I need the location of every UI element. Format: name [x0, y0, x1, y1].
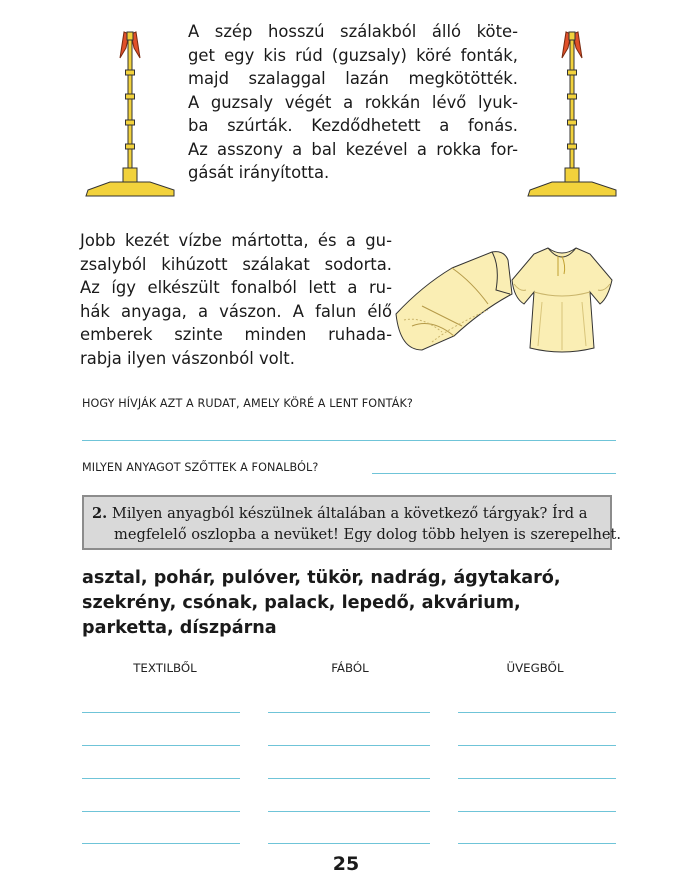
answer-line-glass-4[interactable] — [458, 811, 616, 812]
answer-line-glass-1[interactable] — [458, 712, 616, 713]
word-list — [82, 566, 561, 641]
intro-line: gását irányította. — [188, 163, 330, 182]
second-line: Jobb kezét vízbe mártotta, és a gu- — [80, 231, 392, 250]
word-list-line: szekrény, csónak, palack, lepedő, akvárium, — [82, 593, 521, 613]
question-2: MILYEN ANYAGOT SZŐTTEK A FONALBÓL? — [82, 461, 319, 474]
task-line-1 — [92, 503, 602, 524]
intro-line: majd szalaggal lazán megkötötték. — [188, 69, 518, 88]
answer-line-textile-4[interactable] — [82, 811, 240, 812]
answer-line-textile-5[interactable] — [82, 843, 240, 844]
answer-line-textile-1[interactable] — [82, 712, 240, 713]
intro-paragraph — [188, 20, 518, 185]
column-header-glass: ÜVEGBŐL — [506, 661, 564, 675]
answer-line-textile-2[interactable] — [82, 745, 240, 746]
page-number: 25 — [332, 853, 360, 875]
task-box — [82, 495, 622, 550]
task-number: 2. — [92, 505, 108, 522]
second-line: Az így elkészült fonalból lett a ru- — [80, 278, 392, 297]
column-header-wood: FÁBÓL — [331, 661, 369, 675]
second-line: hák anyaga, a vászon. A falun élő — [80, 301, 392, 321]
answer-line-glass-5[interactable] — [458, 843, 616, 844]
intro-line: get egy kis rúd (guzsaly) köré fonták, — [188, 45, 518, 65]
intro-line: Az asszony a bal kezével a rokka for- — [188, 139, 518, 159]
intro-line: A szép hosszú szálakból álló köte- — [188, 22, 518, 41]
answer-line-wood-2[interactable] — [268, 745, 430, 746]
word-list-line: asztal, pohár, pulóver, tükör, nadrág, ágytakaró, — [82, 568, 561, 588]
linen-dress-icon — [508, 240, 616, 358]
answer-line-wood-1[interactable] — [268, 712, 430, 713]
answer-line-wood-3[interactable] — [268, 778, 430, 779]
intro-line: A guzsaly végét a rokkán lévő lyuk- — [188, 92, 518, 112]
answer-line-glass-2[interactable] — [458, 745, 616, 746]
second-paragraph — [80, 229, 392, 370]
intro-line: ba szúrták. Kezdődhetett a fonás. — [188, 116, 518, 135]
word-list-line: parketta, díszpárna — [82, 618, 277, 638]
question-1: HOGY HÍVJÁK AZT A RUDAT, AMELY KÖRÉ A LENT FONTÁK? — [82, 397, 413, 410]
linen-cloth-icon — [392, 246, 517, 354]
answer-line-1[interactable] — [82, 440, 616, 441]
second-line: zsalyból kihúzott szálakat sodorta. — [80, 254, 392, 274]
task-line-1-text: Milyen anyagból készülnek általában a következő tárgyak? Írd a — [111, 505, 588, 522]
task-line-2: megfelelő oszlopba a nevüket! Egy dolog több helyen is szerepelhet. — [114, 526, 622, 543]
answer-line-2[interactable] — [372, 473, 616, 474]
second-line: rabja ilyen vászonból volt. — [80, 348, 295, 368]
answer-line-glass-3[interactable] — [458, 778, 616, 779]
answer-line-wood-5[interactable] — [268, 843, 430, 844]
column-header-textile: TEXTILBŐL — [133, 661, 197, 675]
answer-line-wood-4[interactable] — [268, 811, 430, 812]
spindle-stand-right-icon — [522, 28, 622, 200]
answer-line-textile-3[interactable] — [82, 778, 240, 779]
spindle-stand-left-icon — [80, 28, 180, 200]
second-line: emberek szinte minden ruhada- — [80, 325, 392, 344]
